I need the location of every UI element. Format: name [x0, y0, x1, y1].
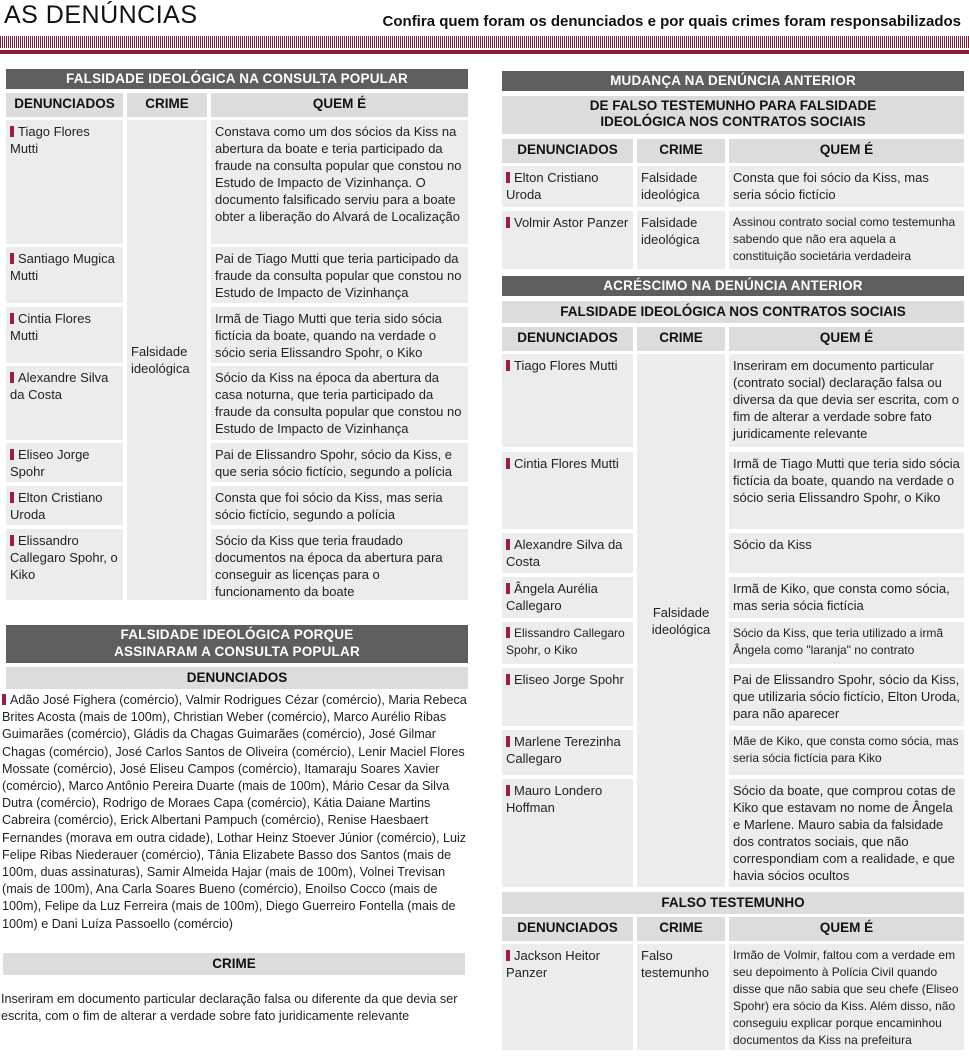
denunciado-name: Tiago Flores Mutti	[10, 124, 90, 156]
s1-row-6-name	[6, 486, 123, 525]
s3-col-header-quem: QUEM É	[729, 139, 964, 163]
s1-row-4-name	[6, 366, 123, 440]
s2-denunciados-list	[2, 692, 468, 936]
row-marker	[2, 694, 6, 705]
s4-row-2-desc: Irmã de Tiago Mutti que teria sido sócia fictícia da boate, quando na verdade o sócio seria Elissandro Spohr, o Kiko	[729, 452, 964, 529]
s1-row-7-desc: Sócio da Kiss que teria fraudado documentos na época da abertura para conseguir as licenças para o funcionamento da boate	[211, 529, 468, 600]
s3-row-1-desc: Consta que foi sócio da Kiss, mas seria sócio fictício	[729, 166, 964, 207]
s4-row-8-name	[502, 779, 633, 887]
s1-row-5-name	[6, 443, 123, 482]
row-marker	[506, 785, 510, 796]
denunciado-name: Eliseo Jorge Spohr	[10, 447, 90, 479]
row-marker	[506, 627, 510, 638]
row-marker	[506, 360, 510, 371]
s1-row-5-desc: Pai de Elissandro Spohr, sócio da Kiss, e que seria sócio fictício, segundo a polícia	[211, 443, 468, 482]
s1-row-7-name	[6, 529, 123, 600]
col-header-quem: QUEM É	[211, 93, 468, 117]
denunciado-name: Elton Cristiano Uroda	[506, 170, 599, 202]
row-marker	[10, 535, 14, 546]
col-header-crime: CRIME	[127, 93, 207, 117]
s5-col-header-quem: QUEM É	[729, 917, 964, 941]
s4-row-4-name	[502, 577, 633, 618]
s5-col-header-denunciados: DENUNCIADOS	[502, 917, 633, 941]
s3-row-2-crime: Falsidade ideológica	[637, 211, 725, 269]
page-subtitle: Confira quem foram os denunciados e por quais crimes foram responsabilizados	[382, 13, 961, 30]
s4-row-1-name	[502, 354, 633, 447]
row-marker	[10, 372, 14, 383]
s2-crime-text: Inseriram em documento particular declaração falsa ou diferente da que devia ser escrita, com o fim de alterar a verdade sobre fato juridicamente relevante	[1, 992, 458, 1024]
s4-col-header-quem: QUEM É	[729, 327, 964, 351]
s3-row-2-name	[502, 211, 633, 269]
s1-crime-text: Falsidade ideológica	[131, 344, 190, 376]
s5-row-1-desc: Irmão de Volmir, faltou com a verdade em seu depoimento à Polícia Civil quando disse que não sabia que seu chefe (Eliseo Spohr) era sócio da Kiss. Além disso, não conseguiu explicar porque encaminhou documentos da Kiss na prefeitura	[729, 944, 964, 1050]
s4-col-header-crime: CRIME	[637, 327, 725, 351]
s2-col-header: DENUNCIADOS	[6, 667, 468, 689]
denunciado-name: Jackson Heitor Panzer	[506, 948, 600, 980]
s3-row-1-name	[502, 166, 633, 207]
s1-row-2-name	[6, 247, 123, 303]
s4-row-2-name	[502, 452, 633, 529]
s4-row-5-name	[502, 622, 633, 664]
s4-row-6-name	[502, 668, 633, 726]
s4-row-6-desc: Pai de Elissandro Spohr, sócio da Kiss, que utilizaria sócio fictício, Elton Uroda, para não aparecer	[729, 668, 964, 726]
section-3-subtitle: DE FALSO TESTEMUNHO PARA FALSIDADE IDEOLÓGICA NOS CONTRATOS SOCIAIS	[502, 96, 964, 134]
row-marker	[506, 736, 510, 747]
row-marker	[506, 172, 510, 183]
section-5-title: FALSO TESTEMUNHO	[502, 892, 964, 914]
s4-row-4-desc: Irmã de Kiko, que consta como sócia, mas seria sócia fictícia	[729, 577, 964, 618]
denunciado-name: Alexandre Silva da Costa	[10, 370, 109, 402]
s3-row-2-desc: Assinou contrato social como testemunha sabendo que não era aquela a constituição societária verdadeira	[729, 211, 964, 269]
denunciado-name: Santiago Mugica Mutti	[10, 251, 115, 283]
s1-row-6-desc: Consta que foi sócio da Kiss, mas seria sócio fictício, segundo a polícia	[211, 486, 468, 525]
section-1-title: FALSIDADE IDEOLÓGICA NA CONSULTA POPULAR	[6, 69, 468, 89]
denunciado-name: Elissandro Callegaro Spohr, o Kiko	[10, 533, 118, 582]
s2-crime-header: CRIME	[3, 953, 465, 975]
section-4-subtitle: FALSIDADE IDEOLÓGICA NOS CONTRATOS SOCIAIS	[502, 301, 964, 323]
s1-row-4-desc: Sócio da Kiss na época da abertura da casa noturna, que teria participado da fraude da consulta popular que constou no Estudo de Impacto de Vizinhança	[211, 366, 468, 440]
section-3-title: MUDANÇA NA DENÚNCIA ANTERIOR	[502, 71, 964, 91]
denunciado-name: Eliseo Jorge Spohr	[514, 672, 624, 687]
s1-row-2-desc: Pai de Tiago Mutti que teria participado da fraude da consulta popular que constou no Estudo de Impacto de Vizinhança	[211, 247, 468, 303]
denunciado-name: Mauro Londero Hoffman	[506, 783, 603, 815]
row-marker	[506, 217, 510, 228]
row-marker	[10, 126, 14, 137]
s5-row-1-name	[502, 944, 633, 1050]
s4-col-header-denunciados: DENUNCIADOS	[502, 327, 633, 351]
s1-crime-cell	[127, 120, 207, 600]
row-marker	[10, 449, 14, 460]
row-marker	[10, 313, 14, 324]
row-marker	[10, 492, 14, 503]
denunciado-name: Marlene Terezinha Callegaro	[506, 734, 621, 766]
denunciado-name: Elton Cristiano Uroda	[10, 490, 103, 522]
row-marker	[506, 950, 510, 961]
s5-col-header-crime: CRIME	[637, 917, 725, 941]
s4-row-8-desc: Sócio da boate, que comprou cotas de Kiko que estavam no nome de Ângela e Marlene. Mauro sabia da falsidade dos contratos sociais, que não correspondiam com a realidade, e que havia sócios ocultos	[729, 779, 964, 887]
s4-row-1-desc: Inseriram em documento particular (contrato social) declaração falsa ou diversa da que devia ser escrita, com o fim de alterar a verdade sobre fato juridicamente relevante	[729, 354, 964, 447]
denunciado-name: Cintia Flores Mutti	[514, 456, 619, 471]
denunciado-name: Cintia Flores Mutti	[10, 311, 91, 343]
section-2-title: FALSIDADE IDEOLÓGICA PORQUE ASSINARAM A CONSULTA POPULAR	[6, 625, 468, 663]
s3-col-header-denunciados: DENUNCIADOS	[502, 139, 633, 163]
row-marker	[10, 253, 14, 264]
s4-row-7-name	[502, 730, 633, 775]
row-marker	[506, 583, 510, 594]
s2-list-text: Adão José Fighera (comércio), Valmir Rodrigues Cézar (comércio), Maria Rebeca Brites Acosta (mais de 100m), Christian Weber (comércio), Marco Aurélio Ribas Guimarães (comércio), Gládis da Chagas Guimarães (comércio), José Gilmar Chagas (comércio), José Carlos Santos de Oliveira (comércio), Lenir Maciel Flores Mossate (comércio), José Eliseu Campos (comércio), Itamaraju Soares Xavier (comércio), Marco Antônio Pereira Duarte (mais de 100m), Mário Cesar da Silva Dutra (comércio), Rodrigo de Moraes Capa (comércio), Kátia Daiane Martins Cabreira (comércio), Erick Albertani Pampuch (comércio), Renise Haesbaert Fernandes (morava em outra cidade), Lothar Heinz Stoever Júnior (comércio), Luiz Felipe Ribas Niederauer (comércio), Tânia Elizabete Basso dos Santos (mais de 100m, duas assinaturas), Samir Almeida Hajar (mais de 100m), Volnei Trevisan (mais de 100m), Ana Carla Soares Bueno (comércio), Enoilso Cocco (mais de 100m), Felipe da Luz Ferreira (mais de 100m), Diego Guerreiro Fontella (mais de 100m) e Dani Luíza Passoello (comércio)	[2, 693, 467, 931]
denunciado-name: Tiago Flores Mutti	[514, 358, 618, 373]
s3-col-header-crime: CRIME	[637, 139, 725, 163]
row-marker	[506, 674, 510, 685]
s4-row-3-name	[502, 533, 633, 573]
denunciado-name: Elissandro Callegaro Spohr, o Kiko	[506, 626, 625, 657]
s4-crime-text: Falsidade ideológica	[651, 604, 711, 637]
s1-row-1-name	[6, 120, 123, 244]
s1-row-3-desc: Irmã de Tiago Mutti que teria sido sócia fictícia da boate, quando na verdade o sócio seria Elissandro Spohr, o Kiko	[211, 307, 468, 363]
s4-row-7-desc: Mãe de Kiko, que consta como sócia, mas seria sócia fictícia para Kiko	[729, 730, 964, 775]
row-marker	[506, 539, 510, 550]
header-rule	[0, 36, 969, 48]
s1-row-3-name	[6, 307, 123, 363]
s5-row-1-crime: Falso testemunho	[637, 944, 725, 1050]
page-title: AS DENÚNCIAS	[4, 1, 198, 29]
s1-row-1-desc: Constava como um dos sócios da Kiss na abertura da boate e teria participado da fraude na consulta popular que constou no Estudo de Impacto de Vizinhança. O documento falsificado serviu para a boate obter a liberação do Alvará de Localização	[211, 120, 468, 244]
denunciado-name: Ângela Aurélia Callegaro	[506, 581, 598, 613]
s4-row-3-desc: Sócio da Kiss	[729, 533, 964, 573]
section-4-title: ACRÉSCIMO NA DENÚNCIA ANTERIOR	[502, 276, 964, 296]
s4-crime-cell	[637, 354, 725, 887]
s3-row-1-crime: Falsidade ideológica	[637, 166, 725, 207]
denunciado-name: Volmir Astor Panzer	[514, 215, 629, 230]
col-header-denunciados: DENUNCIADOS	[6, 93, 123, 117]
s4-row-5-desc: Sócio da Kiss, que teria utilizado a irmã Ângela como "laranja" no contrato	[729, 622, 964, 664]
denunciado-name: Alexandre Silva da Costa	[506, 537, 623, 569]
header-rule-solid	[0, 50, 969, 54]
row-marker	[506, 458, 510, 469]
